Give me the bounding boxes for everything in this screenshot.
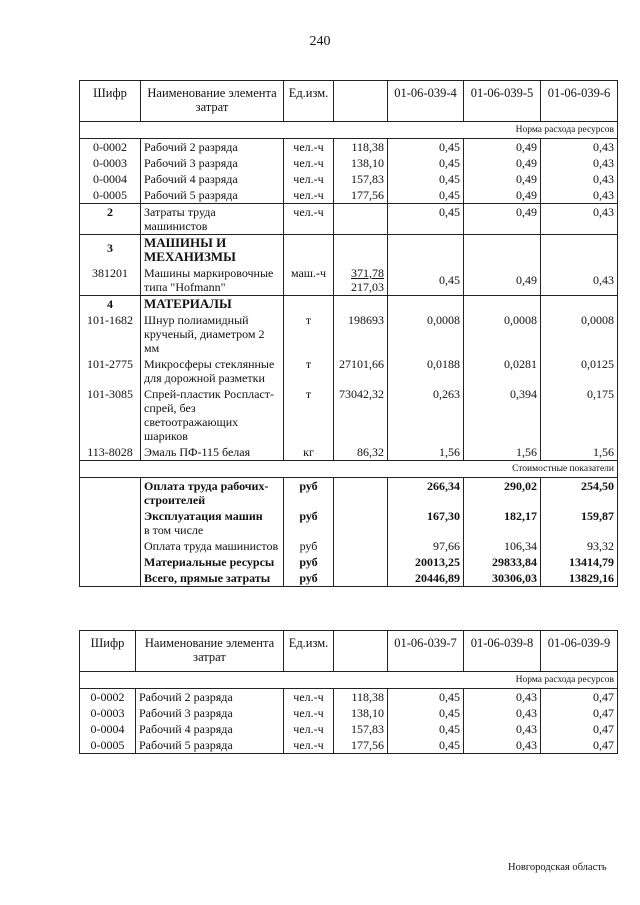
- row-unit: чел.-ч: [284, 171, 334, 187]
- table-row: [80, 689, 618, 706]
- row-unit: т: [284, 386, 334, 444]
- total-value-1: 97,66: [388, 538, 464, 554]
- row-code: 0-0002: [80, 139, 141, 156]
- row-value-2: 0,43: [464, 721, 541, 737]
- row-value-2: 0,49: [464, 204, 541, 235]
- row-price: 177,56: [334, 187, 388, 204]
- table-row: [80, 356, 618, 386]
- section-code: 3: [80, 235, 141, 266]
- row-value-2: 0,0008: [464, 312, 541, 356]
- row-value-3: 0,47: [541, 721, 618, 737]
- total-value-2: 182,17: [464, 508, 541, 538]
- norm-label: Норма расхода ресурсов: [80, 672, 618, 689]
- row-value-3: 0,47: [541, 689, 618, 706]
- row-value-3: 1,56: [541, 444, 618, 461]
- table-row-machine: [80, 265, 618, 296]
- table-row: [80, 139, 618, 156]
- row-value-1: 0,0008: [388, 312, 464, 356]
- row-unit: чел.-ч: [284, 689, 334, 706]
- row-unit: чел.-ч: [284, 155, 334, 171]
- footer-region: Новгородская область: [508, 862, 607, 873]
- total-value-1: 20446,89: [388, 570, 464, 587]
- section-title: МАТЕРИАЛЫ: [141, 296, 284, 313]
- total-value-2: 29833,84: [464, 554, 541, 570]
- header-price: [334, 631, 388, 672]
- row-value-2: 0,43: [464, 737, 541, 754]
- total-value-1: 167,30: [388, 508, 464, 538]
- row-unit: чел.-ч: [284, 721, 334, 737]
- total-value-3: 254,50: [541, 478, 618, 509]
- row-value-2: 0,49: [464, 155, 541, 171]
- row-value-1: 1,56: [388, 444, 464, 461]
- header-code-1: 01-06-039-4: [388, 81, 464, 122]
- row-unit: т: [284, 312, 334, 356]
- total-name: Оплата труда машинистов: [141, 538, 284, 554]
- row-value-1: 0,45: [388, 689, 464, 706]
- row-code: 0-0003: [80, 705, 136, 721]
- table-row: [80, 721, 618, 737]
- row-name: Рабочий 4 разряда: [136, 721, 284, 737]
- total-unit: руб: [284, 554, 334, 570]
- total-value-3: 13414,79: [541, 554, 618, 570]
- header-name: Наименование элемента затрат: [141, 81, 284, 122]
- row-price: 177,56: [334, 737, 388, 754]
- total-row: [80, 570, 618, 587]
- table-row: [80, 187, 618, 204]
- row-value-3: 0,43: [541, 265, 618, 296]
- row-value-3: 0,0125: [541, 356, 618, 386]
- row-value-1: 0,45: [388, 204, 464, 235]
- row-name: Микросферы стеклянные для дорожной разметки: [141, 356, 284, 386]
- section-code: 4: [80, 296, 141, 313]
- row-unit: маш.-ч: [284, 265, 334, 296]
- header-code-3: 01-06-039-6: [541, 81, 618, 122]
- total-value-3: 159,87: [541, 508, 618, 538]
- row-price: 73042,32: [334, 386, 388, 444]
- total-row: [80, 478, 618, 509]
- row-name: Машины маркировочные типа "Hofmann": [141, 265, 284, 296]
- total-value-1: 20013,25: [388, 554, 464, 570]
- row-value-2: 0,49: [464, 139, 541, 156]
- total-row: [80, 554, 618, 570]
- row-unit: чел.-ч: [284, 139, 334, 156]
- row-value-3: 0,47: [541, 705, 618, 721]
- total-unit: руб: [284, 538, 334, 554]
- header-code-2: 01-06-039-8: [464, 631, 541, 672]
- row-price: 118,38: [334, 689, 388, 706]
- resource-table-2: [79, 630, 618, 754]
- row-code: 0-0004: [80, 721, 136, 737]
- norm-label-row: [80, 672, 618, 689]
- row-price-machinist: 217,03: [351, 280, 384, 294]
- row-code: 381201: [80, 265, 141, 296]
- row-name: Эмаль ПФ-115 белая: [141, 444, 284, 461]
- row-unit: чел.-ч: [284, 705, 334, 721]
- row-code: 0-0005: [80, 737, 136, 754]
- row-code: 0-0005: [80, 187, 141, 204]
- row-price: 198693: [334, 312, 388, 356]
- row-price: 157,83: [334, 721, 388, 737]
- row-price: 157,83: [334, 171, 388, 187]
- table-row: [80, 705, 618, 721]
- row-value-3: 0,175: [541, 386, 618, 444]
- row-value-1: 0,45: [388, 171, 464, 187]
- header-cipher: Шифр: [80, 631, 136, 672]
- row-value-1: 0,45: [388, 187, 464, 204]
- row-code: 2: [80, 204, 141, 235]
- row-value-3: 0,43: [541, 204, 618, 235]
- total-name: Всего, прямые затраты: [141, 570, 284, 587]
- header-code-2: 01-06-039-5: [464, 81, 541, 122]
- row-unit: кг: [284, 444, 334, 461]
- row-value-1: 0,45: [388, 721, 464, 737]
- row-price: 86,32: [334, 444, 388, 461]
- header-code-3: 01-06-039-9: [541, 631, 618, 672]
- total-unit: руб: [284, 508, 334, 538]
- row-value-1: 0,45: [388, 265, 464, 296]
- total-name-sub: в том числе: [144, 523, 204, 537]
- row-unit: чел.-ч: [284, 204, 334, 235]
- row-code: 0-0004: [80, 171, 141, 187]
- row-price: [334, 204, 388, 235]
- row-value-1: 0,45: [388, 155, 464, 171]
- row-value-2: 0,49: [464, 171, 541, 187]
- header-unit: Ед.изм.: [284, 81, 334, 122]
- norm-label-row: [80, 122, 618, 139]
- row-name: Рабочий 2 разряда: [136, 689, 284, 706]
- total-row: [80, 538, 618, 554]
- row-name: Рабочий 2 разряда: [141, 139, 284, 156]
- row-name: Шнур полиамидный крученый, диаметром 2 мм: [141, 312, 284, 356]
- row-value-3: 0,43: [541, 187, 618, 204]
- page-number: 240: [309, 34, 331, 49]
- row-unit: чел.-ч: [284, 737, 334, 754]
- row-value-3: 0,43: [541, 139, 618, 156]
- table-row: [80, 444, 618, 461]
- row-name: Рабочий 3 разряда: [136, 705, 284, 721]
- header-code-1: 01-06-039-7: [388, 631, 464, 672]
- table-row: [80, 737, 618, 754]
- header-unit: Ед.изм.: [284, 631, 334, 672]
- row-value-3: 0,43: [541, 171, 618, 187]
- total-name: [141, 508, 284, 538]
- row-value-1: 0,45: [388, 737, 464, 754]
- total-row: [80, 508, 618, 538]
- total-value-3: 13829,16: [541, 570, 618, 587]
- row-value-2: 0,43: [464, 705, 541, 721]
- row-name: Рабочий 5 разряда: [141, 187, 284, 204]
- total-name-main: Эксплуатация машин: [144, 509, 263, 523]
- table-header-row: [80, 81, 618, 122]
- table-row: [80, 171, 618, 187]
- row-value-2: 0,0281: [464, 356, 541, 386]
- row-value-3: 0,0008: [541, 312, 618, 356]
- row-code: 101-2775: [80, 356, 141, 386]
- row-name: Рабочий 3 разряда: [141, 155, 284, 171]
- row-price-main: 371,78: [351, 266, 384, 280]
- row-name: Рабочий 5 разряда: [136, 737, 284, 754]
- row-value-2: 0,49: [464, 187, 541, 204]
- total-unit: руб: [284, 478, 334, 509]
- row-value-1: 0,0188: [388, 356, 464, 386]
- row-unit: чел.-ч: [284, 187, 334, 204]
- row-code: 113-8028: [80, 444, 141, 461]
- total-value-2: 290,02: [464, 478, 541, 509]
- total-value-2: 106,34: [464, 538, 541, 554]
- total-value-1: 266,34: [388, 478, 464, 509]
- row-name: Рабочий 4 разряда: [141, 171, 284, 187]
- row-price: 138,10: [334, 705, 388, 721]
- row-unit: т: [284, 356, 334, 386]
- resource-table-1: [79, 80, 618, 587]
- row-value-3: 0,47: [541, 737, 618, 754]
- cost-label-row: [80, 461, 618, 478]
- section-materials-row: [80, 296, 618, 313]
- section-title: МАШИНЫ И МЕХАНИЗМЫ: [141, 235, 284, 266]
- total-value-2: 30306,03: [464, 570, 541, 587]
- row-code: 0-0002: [80, 689, 136, 706]
- total-name: Материальные ресурсы: [141, 554, 284, 570]
- row-value-2: 1,56: [464, 444, 541, 461]
- row-value-2: 0,43: [464, 689, 541, 706]
- cost-label: Стоимостные показатели: [80, 461, 618, 478]
- total-value-3: 93,32: [541, 538, 618, 554]
- row-price: 118,38: [334, 139, 388, 156]
- total-name: Оплата труда рабочих-строителей: [141, 478, 284, 509]
- row-name: Спрей-пластик Роспласт-спрей, без светоотражающих шариков: [141, 386, 284, 444]
- row-code: 0-0003: [80, 155, 141, 171]
- row-price: 138,10: [334, 155, 388, 171]
- table-row: [80, 155, 618, 171]
- header-cipher: Шифр: [80, 81, 141, 122]
- row-value-3: 0,43: [541, 155, 618, 171]
- row-price: 27101,66: [334, 356, 388, 386]
- row-value-1: 0,45: [388, 139, 464, 156]
- table-header-row: [80, 631, 618, 672]
- row-code: 101-1682: [80, 312, 141, 356]
- header-name: Наименование элемента затрат: [136, 631, 284, 672]
- row-value-1: 0,263: [388, 386, 464, 444]
- row-name: Затраты труда машинистов: [141, 204, 284, 235]
- row-value-2: 0,49: [464, 265, 541, 296]
- table-row: [80, 312, 618, 356]
- total-unit: руб: [284, 570, 334, 587]
- row-price: [334, 265, 388, 296]
- row-value-1: 0,45: [388, 705, 464, 721]
- table-row-machinists: [80, 204, 618, 235]
- section-machines-row: [80, 235, 618, 266]
- row-value-2: 0,394: [464, 386, 541, 444]
- norm-label: Норма расхода ресурсов: [80, 122, 618, 139]
- row-code: 101-3085: [80, 386, 141, 444]
- table-row: [80, 386, 618, 444]
- header-price: [334, 81, 388, 122]
